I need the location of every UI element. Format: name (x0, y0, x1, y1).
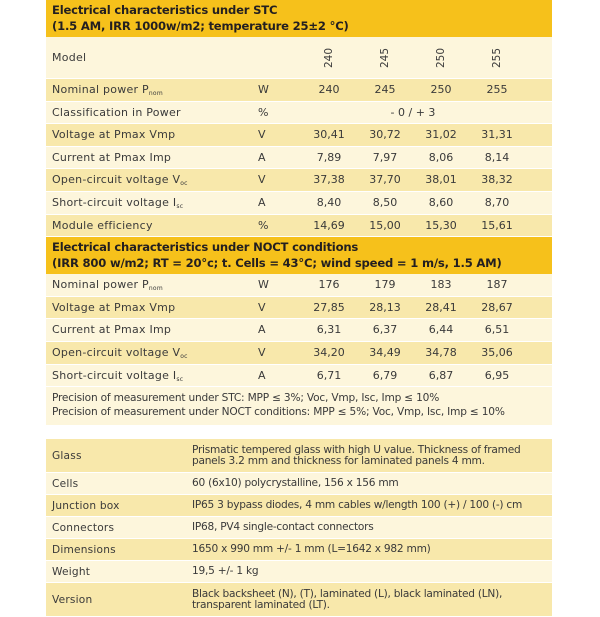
row-unit: V (258, 300, 266, 314)
spec-value-line: panels 3.2 mm and thickness for laminated panels 4 mm. (192, 455, 485, 468)
row-label (52, 215, 153, 237)
row-label (52, 319, 171, 341)
row-label-text: Open-circuit voltage V (52, 345, 181, 359)
row-value: 240 (318, 83, 340, 96)
row-label-subscript: oc (180, 180, 188, 188)
row-value: 187 (486, 278, 508, 292)
spec-label: Dimensions (52, 544, 116, 557)
row-value: 6,71 (316, 368, 342, 382)
row-value: 8,40 (316, 195, 342, 209)
precision-noct: Precision of measurement under NOCT conditions: MPP ≤ 5%; Voc, Vmp, Isc, Imp ≤ 10% (52, 405, 505, 418)
row-value: 30,41 (313, 128, 345, 142)
row-value: 34,49 (369, 345, 401, 359)
row-value: 30,72 (369, 128, 401, 142)
model-label: Model (52, 51, 87, 64)
row-value: 6,87 (428, 368, 454, 382)
table-row (46, 342, 552, 365)
spec-row (46, 539, 552, 561)
row-label (52, 342, 188, 366)
model-row (46, 37, 552, 79)
row-value: 34,78 (425, 345, 457, 359)
row-unit: W (258, 83, 269, 96)
row-label-subscript: nom (148, 285, 163, 293)
mechanical-table (46, 439, 552, 617)
row-unit: A (258, 150, 266, 164)
spec-label: Cells (52, 478, 79, 491)
row-value: 14,69 (313, 218, 345, 232)
row-value: 35,06 (481, 345, 513, 359)
row-label (52, 169, 188, 193)
row-label-text: Voltage at Pmax Vmp (52, 128, 176, 142)
table-row (46, 147, 552, 170)
row-label-text: Open-circuit voltage V (52, 173, 181, 187)
row-unit: W (258, 278, 269, 292)
row-unit: % (258, 218, 269, 232)
row-unit: % (258, 105, 269, 119)
row-value: 8,06 (428, 150, 454, 164)
row-label-text: Short-circuit voltage I (52, 195, 177, 209)
row-value: 15,61 (481, 218, 513, 232)
row-value: 8,14 (484, 150, 510, 164)
precision-note (46, 387, 552, 439)
row-label-text: Voltage at Pmax Vmp (52, 300, 176, 314)
row-unit: A (258, 323, 266, 337)
spec-row (46, 439, 552, 473)
row-value: 255 (486, 83, 508, 96)
row-label-text: Classification in Power (52, 105, 181, 119)
row-label-text: Current at Pmax Imp (52, 323, 172, 337)
row-value: 28,13 (369, 300, 401, 314)
noct-heading-line2: (IRR 800 w/m2; RT = 20°c; t. Cells = 43°C; wind speed = 1 m/s, 1.5 AM) (52, 256, 502, 271)
row-value: 34,20 (313, 345, 345, 359)
row-unit: V (258, 128, 266, 142)
row-label-text: Nominal power P (52, 278, 149, 292)
spec-value (192, 589, 548, 612)
stc-heading-line1: Electrical characteristics under STC (52, 3, 278, 17)
stc-heading-line2: (1.5 AM, IRR 1000w/m2; temperature 25±2 °C) (52, 19, 349, 33)
model-header: 255 (490, 47, 503, 69)
row-unit: A (258, 195, 266, 209)
row-value: 7,97 (372, 150, 398, 164)
spec-value-line: IP68, PV4 single-contact connectors (192, 521, 374, 534)
row-value: 37,70 (369, 173, 401, 187)
table-row (46, 365, 552, 388)
datasheet (46, 0, 552, 617)
row-label-text: Module efficiency (52, 218, 153, 232)
spec-value (192, 544, 548, 556)
noct-heading (46, 237, 552, 274)
spec-row (46, 495, 552, 517)
row-value: 8,50 (372, 195, 398, 209)
row-value: 176 (318, 278, 340, 292)
spec-label: Glass (52, 450, 82, 463)
row-value: 31,02 (425, 128, 457, 142)
spec-value (192, 566, 548, 578)
table-row (46, 169, 552, 192)
row-value: 6,37 (372, 323, 398, 337)
table-row (46, 192, 552, 215)
spec-value-line: Black backsheet (N), (T), laminated (L), black laminated (LN), (192, 587, 503, 600)
spec-label: Connectors (52, 522, 115, 535)
spec-label: Junction box (52, 500, 120, 513)
noct-heading-line1: Electrical characteristics under NOCT conditions (52, 240, 359, 255)
row-value: 15,30 (425, 218, 457, 232)
row-value: 6,44 (428, 323, 454, 337)
row-label (52, 147, 171, 169)
row-value: 28,41 (425, 300, 457, 314)
table-row (46, 319, 552, 342)
spec-row (46, 517, 552, 539)
row-unit: V (258, 173, 266, 187)
row-label-text: Short-circuit voltage I (52, 368, 177, 382)
spec-value-line: IP65 3 bypass diodes, 4 mm cables w/length 100 (+) / 100 (-) cm (192, 499, 523, 512)
row-label-subscript: sc (176, 202, 184, 210)
row-label (52, 79, 163, 103)
model-header: 250 (434, 47, 447, 69)
row-value: 15,00 (369, 218, 401, 232)
row-value: 7,89 (316, 150, 342, 164)
table-row (46, 274, 552, 297)
row-label-subscript: sc (176, 375, 184, 383)
row-value: 28,67 (481, 300, 513, 314)
row-label (52, 102, 181, 124)
row-value: 183 (430, 278, 452, 292)
row-value: 6,79 (372, 368, 398, 382)
spec-label: Version (52, 594, 93, 607)
row-value: - 0 / + 3 (390, 105, 436, 119)
spec-value-line: 60 (6x10) polycrystalline, 156 x 156 mm (192, 477, 399, 490)
spec-value (192, 478, 548, 490)
row-label (52, 192, 183, 216)
table-row (46, 297, 552, 320)
spec-value-line: 1650 x 990 mm +/- 1 mm (L=1642 x 982 mm) (192, 543, 431, 556)
row-value: 38,01 (425, 173, 457, 187)
spec-value-line: 19,5 +/- 1 kg (192, 565, 259, 578)
row-value: 179 (374, 278, 396, 292)
spec-value-line: transparent laminated (LT). (192, 599, 330, 612)
table-row (46, 102, 552, 125)
row-value: 250 (430, 83, 452, 96)
row-value: 31,31 (481, 128, 513, 142)
table-row (46, 215, 552, 238)
row-value: 37,38 (313, 173, 345, 187)
row-value: 245 (374, 83, 396, 96)
table-row (46, 79, 552, 102)
row-unit: V (258, 345, 266, 359)
stc-heading (46, 0, 552, 37)
spec-row (46, 583, 552, 617)
noct-table (46, 274, 552, 387)
row-value: 8,70 (484, 195, 510, 209)
spec-value-line: Prismatic tempered glass with high U value. Thickness of framed (192, 443, 521, 456)
spec-row (46, 473, 552, 495)
row-value: 6,31 (316, 323, 342, 337)
row-label (52, 365, 183, 389)
row-value: 8,60 (428, 195, 454, 209)
precision-stc: Precision of measurement under STC: MPP ≤ 3%; Voc, Vmp, Isc, Imp ≤ 10% (52, 392, 440, 405)
row-value: 6,51 (484, 323, 510, 337)
row-label (52, 274, 163, 298)
row-label-subscript: oc (180, 352, 188, 360)
model-header: 240 (322, 47, 335, 69)
spec-value (192, 445, 548, 468)
row-value: 27,85 (313, 300, 345, 314)
spec-value (192, 522, 548, 534)
row-label-subscript: nom (148, 90, 163, 97)
row-label-text: Nominal power P (52, 83, 149, 96)
row-label (52, 297, 175, 319)
row-unit: A (258, 368, 266, 382)
row-value: 6,95 (484, 368, 510, 382)
spec-label: Weight (52, 566, 91, 579)
model-header: 245 (378, 47, 391, 69)
row-label (52, 124, 175, 146)
row-value: 38,32 (481, 173, 513, 187)
spec-row (46, 561, 552, 583)
stc-table (46, 79, 552, 237)
row-label-text: Current at Pmax Imp (52, 150, 172, 164)
spec-value (192, 500, 548, 512)
table-row (46, 124, 552, 147)
